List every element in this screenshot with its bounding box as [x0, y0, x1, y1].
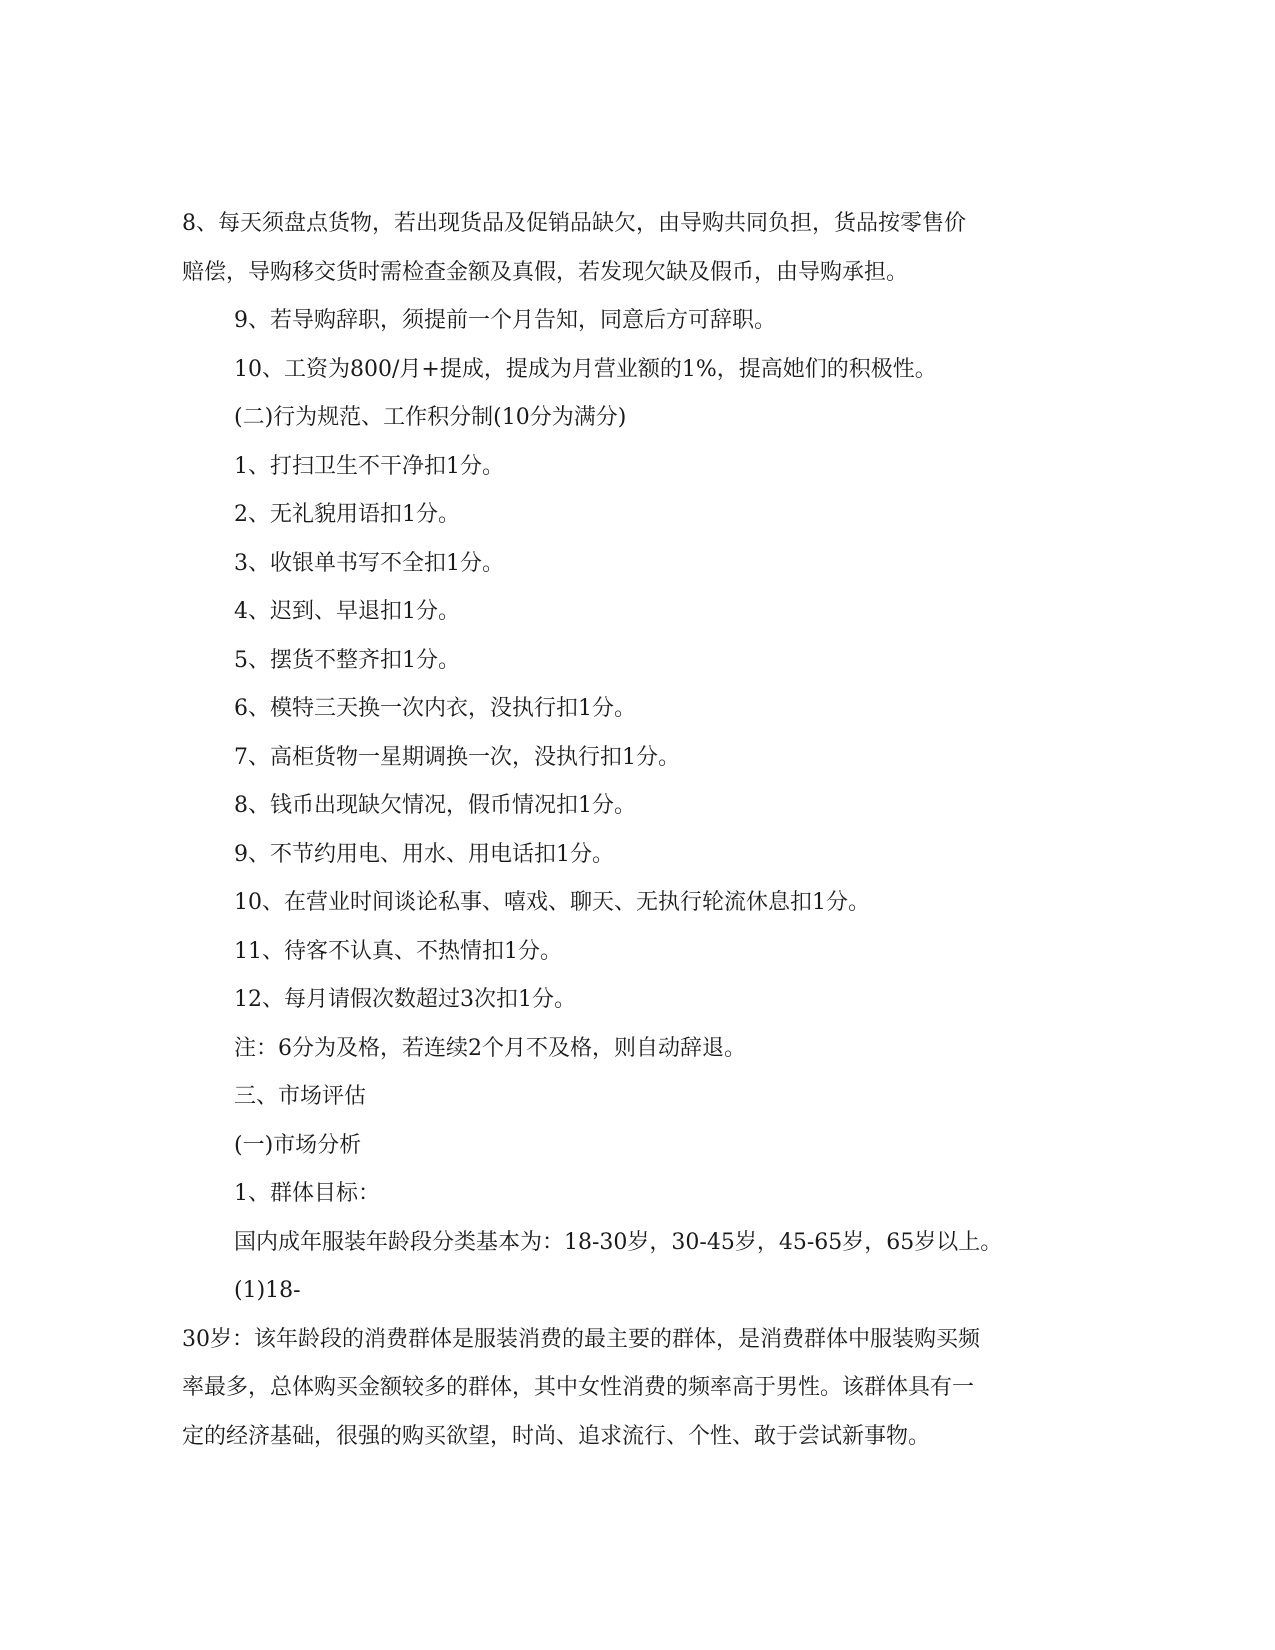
paragraph-line: 定的经济基础，很强的购买欲望，时尚、追求流行、个性、敢于尝试新事物。: [182, 1423, 931, 1449]
list-item: 1、打扫卫生不干净扣1分。: [234, 453, 504, 479]
list-item: 2、无礼貌用语扣1分。: [234, 502, 460, 527]
list-item: 1、群体目标：: [234, 1181, 380, 1206]
list-item: 8、钱币出现缺欠情况，假币情况扣1分。: [234, 793, 636, 818]
document-body: [182, 200, 1092, 1461]
section-heading: 三、市场评估: [234, 1084, 367, 1109]
section-heading: (二)行为规范、工作积分制(10分为满分): [234, 405, 627, 430]
paragraph-line: 国内成年服装年龄段分类基本为：18-30岁，30-45岁，45-65岁，65岁以上。: [234, 1229, 1003, 1255]
paragraph-line: 8、每天须盘点货物，若出现货品及促销品缺欠，由导购共同负担，货品按零售价: [182, 211, 966, 236]
list-item: 7、高柜货物一星期调换一次，没执行扣1分。: [234, 744, 680, 770]
list-item: 12、每月请假次数超过3次扣1分。: [234, 987, 576, 1012]
list-item: 11、待客不认真、不热情扣1分。: [234, 938, 562, 964]
paragraph-line: (1)18-: [234, 1278, 301, 1303]
paragraph-line: 30岁：该年龄段的消费群体是服装消费的最主要的群体，是消费群体中服装购买频: [182, 1326, 980, 1352]
paragraph-line: 率最多，总体购买金额较多的群体，其中女性消费的频率高于男性。该群体具有一: [182, 1375, 975, 1400]
list-item: 4、迟到、早退扣1分。: [234, 599, 460, 624]
paragraph-line: 9、若导购辞职，须提前一个月告知，同意后方可辞职。: [234, 308, 776, 333]
note-line: 注：6分为及格，若连续2个月不及格，则自动辞退。: [234, 1035, 746, 1061]
subsection-heading: (一)市场分析: [234, 1132, 362, 1158]
paragraph-line: 10、工资为800/月+提成，提成为月营业额的1%，提高她们的积极性。: [234, 356, 937, 382]
list-item: 3、收银单书写不全扣1分。: [234, 550, 504, 576]
list-item: 10、在营业时间谈论私事、嘻戏、聊天、无执行轮流休息扣1分。: [234, 890, 870, 915]
list-item: 6、模特三天换一次内衣，没执行扣1分。: [234, 696, 636, 721]
list-item: 5、摆货不整齐扣1分。: [234, 647, 460, 673]
list-item: 9、不节约用电、用水、用电话扣1分。: [234, 841, 614, 867]
paragraph-line: 赔偿，导购移交货时需检查金额及真假，若发现欠缺及假币，由导购承担。: [182, 259, 909, 285]
